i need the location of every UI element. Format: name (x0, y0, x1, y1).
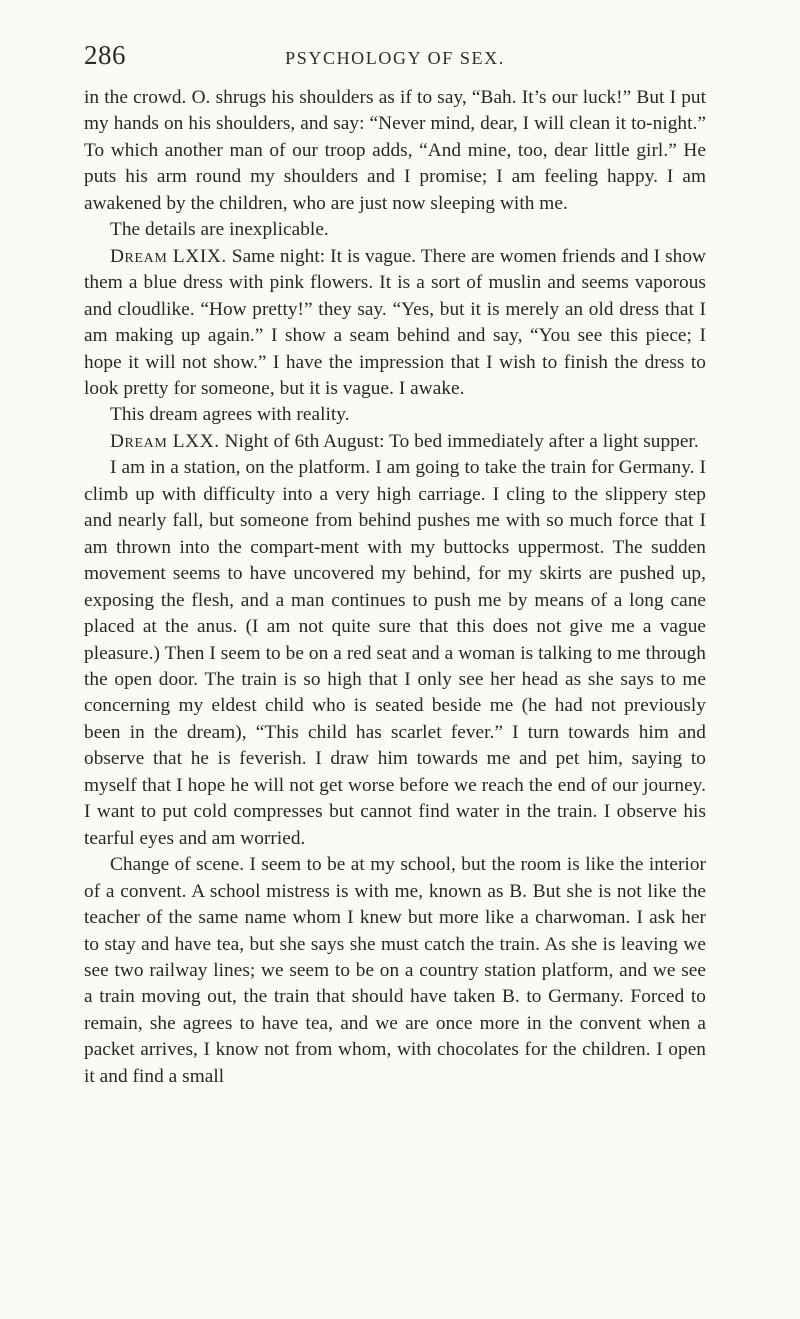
body-text (84, 85, 706, 1090)
book-page (84, 40, 706, 1090)
paragraph-text: I am in a station, on the platform. I am going to take the train for Germany. I climb up with difficulty into a very high carriage. I cling to the slippery step and nearly fall, but someone from behind pushes me with so much force that I am thrown into the compart-ment with my buttocks uppermost. The sudden movement seems to have uncovered my behind, for my skirts are pushed up, exposing the flesh, and a man continues to push me by means of a long cane placed at the anus. (I am not quite sure that this does not give me a vague pleasure.) Then I seem to be on a red seat and a woman is talking to me through the open door. The train is so high that I only see her head as she says to me concerning my eldest child who is seated beside me (he had not previously been in the dream), “This child has scarlet fever.” I turn towards him and observe that he is feverish. I draw him towards me and pet him, saying to myself that I hope he will not get worse before we reach the end of our journey. I want to put cold compresses but cannot find water in the train. I observe his tearful eyes and am worried. (84, 457, 706, 849)
running-head (84, 40, 706, 76)
paragraph (84, 852, 706, 1090)
page-number: 286 (84, 40, 126, 70)
paragraph-text: The details are inexplicable. (110, 219, 329, 241)
paragraph-text: Same night: It is vague. There are women friends and I show them a blue dress with pink flowers. It is a sort of muslin and seems vaporous and cloudlike. “How pretty!” they say. “Yes, but it is merely an old dress that I am making up again.” I show a seam behind and say, “You see this piece; I hope it will not show.” I have the impression that I wish to finish the dress to look pretty for someone, but it is vague. I awake. (84, 245, 706, 399)
paragraph (84, 244, 706, 403)
paragraph (84, 85, 706, 217)
paragraph-text: Change of scene. I seem to be at my school, but the room is like the interior of a convent. A school mistress is with me, known as B. But she is not like the teacher of the same name whom I knew but more like a charwoman. I ask her to stay and have tea, but she says she must catch the train. As she is leaving we see two railway lines; we seem to be on a country station platform, and we see a train moving out, the train that should have taken B. to Germany. Forced to remain, she agrees to have tea, and we are once more in the convent when a packet arrives, I know not from whom, with chocolates for the children. I open it and find a small (84, 854, 706, 1087)
running-title: PSYCHOLOGY OF SEX. (285, 48, 505, 68)
paragraph-text: This dream agrees with reality. (110, 404, 350, 426)
paragraph (84, 429, 706, 455)
paragraph-text: in the crowd. O. shrugs his shoulders as if to say, “Bah. It’s our luck!” But I put my hands on his shoulders, and say: “Never mind, dear, I will clean it to-night.” To which another man of our troop adds, “And mine, too, dear little girl.” He puts his arm round my shoulders and I promise; I am feeling happy. I am awakened by the children, who are just now sleeping with me. (84, 87, 706, 214)
paragraph (84, 455, 706, 852)
paragraph-text: Night of 6th August: To bed immediately after a light supper. (219, 430, 699, 452)
paragraph (84, 402, 706, 428)
paragraph (84, 217, 706, 243)
dream-label: Dream LXIX. (110, 245, 227, 267)
dream-label: Dream LXX. (110, 430, 220, 452)
